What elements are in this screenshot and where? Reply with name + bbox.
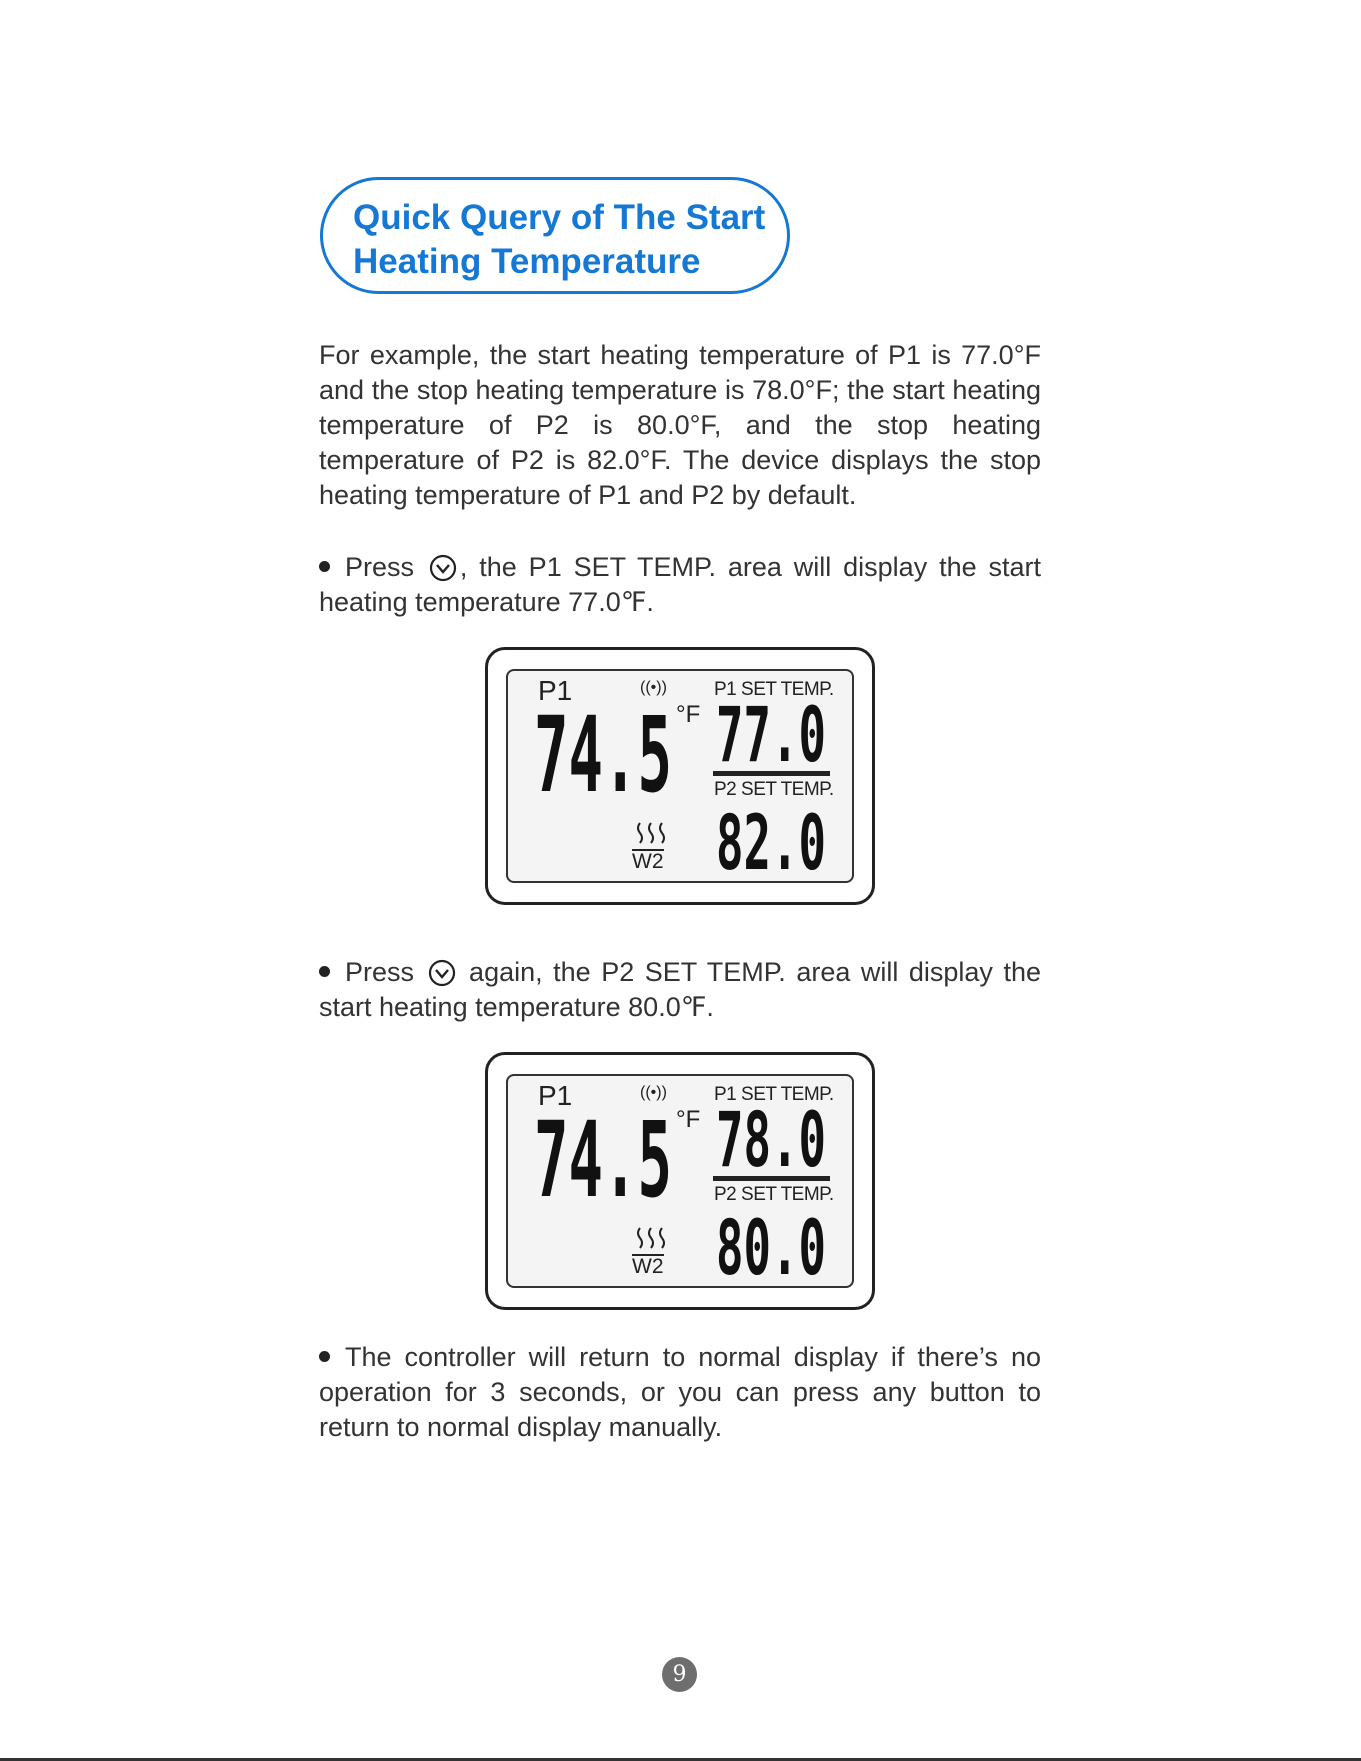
bullet-3-text: The controller will return to normal display if there’s no operation for 3 seconds, or you can press any button to return to normal display manually.	[319, 1342, 1041, 1442]
bullet-2	[319, 955, 1041, 1025]
heating-w2-label: W2	[632, 1255, 664, 1278]
lcd-display-1	[485, 647, 875, 905]
p2-set-temp-label: P2 SET TEMP.	[714, 1184, 834, 1205]
lcd-screen	[506, 669, 854, 883]
heating-w2-label: W2	[632, 850, 664, 873]
lcd-probe-label: P1	[538, 675, 573, 706]
bullet-dot	[319, 966, 330, 977]
svg-text:82.0: 82.0	[716, 807, 826, 875]
lcd-divider	[713, 771, 830, 776]
bullet-1-after: , the P1 SET TEMP. area will display the start heating temperature 77.0℉.	[319, 552, 1041, 617]
p1-set-temp-value	[716, 699, 828, 767]
bullet-1-before: Press	[345, 552, 415, 582]
lcd-display-2	[485, 1052, 875, 1310]
current-temp-readout	[534, 1108, 674, 1203]
section-title-line1: Quick Query of The Start	[353, 198, 766, 237]
chevron-down-circle-icon	[429, 554, 457, 582]
p1-set-temp-label: P1 SET TEMP.	[714, 679, 834, 700]
svg-text:74.5: 74.5	[534, 1108, 672, 1203]
bullet-2-before: Press	[345, 957, 415, 987]
lcd-probe-label: P1	[538, 1080, 573, 1111]
lcd-screen	[506, 1074, 854, 1288]
wifi-signal-icon: ((•))	[640, 679, 667, 696]
heat-waves-icon	[634, 1226, 668, 1250]
heat-waves-icon	[634, 821, 668, 845]
p1-set-temp-label: P1 SET TEMP.	[714, 1084, 834, 1105]
current-temp-readout	[534, 703, 674, 798]
p2-set-temp-value	[716, 807, 828, 875]
unit-label: °F	[676, 1106, 701, 1133]
p2-set-temp-value	[716, 1212, 828, 1280]
section-title	[320, 177, 790, 294]
svg-text:74.5: 74.5	[534, 703, 672, 798]
svg-text:78.0: 78.0	[716, 1104, 826, 1172]
unit-label: °F	[676, 701, 701, 728]
bullet-dot	[319, 1351, 330, 1362]
page-number: 9	[662, 1657, 697, 1692]
p1-set-temp-value	[716, 1104, 828, 1172]
bullet-3	[319, 1340, 1041, 1445]
chevron-down-circle-icon	[428, 959, 456, 987]
lcd-divider	[713, 1176, 830, 1181]
bullet-dot	[319, 561, 330, 572]
bullet-2-after: again, the P2 SET TEMP. area will display the start heating temperature 80.0℉.	[319, 957, 1041, 1022]
svg-text:80.0: 80.0	[716, 1212, 826, 1280]
section-title-line2: Heating Temperature	[353, 242, 701, 281]
wifi-signal-icon: ((•))	[640, 1084, 667, 1101]
intro-paragraph: For example, the start heating temperature of P1 is 77.0°F and the stop heating temperature is 78.0°F; the start heating temperature of P2 is 80.0°F, and the stop heating temperature of P2 is 82.0°F. The device displays the stop heating temperature of P1 and P2 by default.	[319, 340, 1041, 510]
bullet-1	[319, 550, 1041, 620]
svg-text:77.0: 77.0	[716, 699, 826, 767]
p2-set-temp-label: P2 SET TEMP.	[714, 779, 834, 800]
